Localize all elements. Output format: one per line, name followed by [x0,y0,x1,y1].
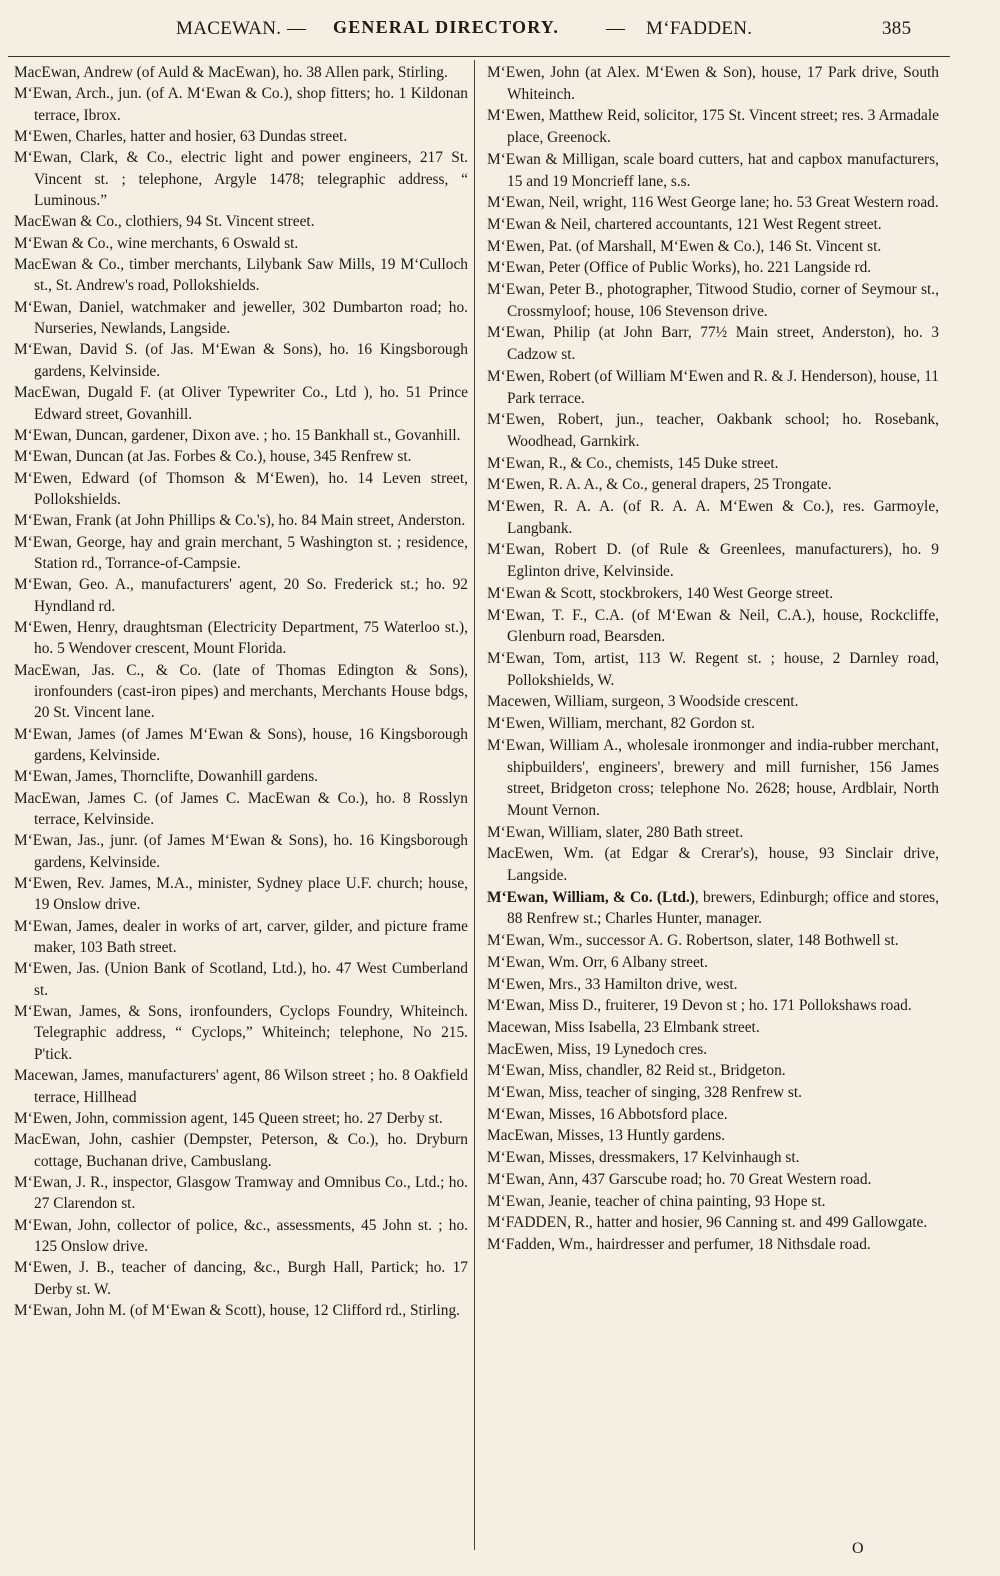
directory-entry: M‘Ewen, Charles, hatter and hosier, 63 Dundas street. [14,128,348,146]
directory-entry: MacEwan, John, cashier (Dempster, Peterson, & Co.), ho. Dryburn cottage, Buchanan drive, Cambuslang. [14,1131,468,1170]
directory-entry: M‘Ewan, Misses, 16 Abbotsford place. [487,1105,728,1123]
directory-entry: M‘Ewan, James, dealer in works of art, carver, gilder, and picture frame maker, 103 Bath street. [14,917,468,957]
directory-entry: M‘Ewan, Wm., successor A. G. Robertson, slater, 148 Bothwell st. [487,932,899,950]
directory-entry: M‘Ewan, Miss D., fruiterer, 19 Devon st ; ho. 171 Pollokshaws road. [487,997,912,1015]
header-last-name: M‘FADDEN. [646,18,753,39]
directory-entry: MacEwan & Co., clothiers, 94 St. Vincent street. [14,213,315,231]
directory-entry: MacEwan, Dugald F. (at Oliver Typewriter Co., Ltd ), ho. 51 Prince Edward street, Govanhill. [14,384,468,423]
directory-entry: M‘Ewan, Peter B., photographer, Titwood Studio, corner of Seymour st., Crossmyloof; house, 106 Stevenson drive. [487,281,939,320]
directory-entry: M‘FADDEN, R., hatter and hosier, 96 Canning st. and 499 Gallowgate. [487,1214,928,1232]
directory-entry: M‘Ewen, Matthew Reid, solicitor, 175 St. Vincent street; res. 3 Armadale place, Greenock. [487,107,939,147]
header-dash-right: — [606,18,626,39]
directory-entry: M‘Ewen, J. B., teacher of dancing, &c., Burgh Hall, Partick; ho. 17 Derby st. W. [14,1259,468,1298]
directory-entry: M‘Ewen, Pat. (of Marshall, M‘Ewen & Co.), 146 St. Vincent st. [487,237,882,255]
directory-entry: M‘Ewan, Duncan, gardener, Dixon ave. ; ho. 15 Bankhall st., Govanhill. [14,426,461,444]
directory-entry: M‘Ewan, Wm. Orr, 6 Albany street. [487,953,708,971]
directory-entry: M‘Ewan, James (of James M‘Ewan & Sons), house, 16 Kingsborough gardens, Kelvinside. [14,725,468,764]
directory-entry: M‘Ewan, Miss, teacher of singing, 328 Renfrew st. [487,1084,803,1102]
directory-entry: M‘Ewan, Jas., junr. (of James M‘Ewan & Sons), ho. 16 Kingsborough gardens, Kelvinside. [14,832,468,871]
directory-entry: M‘Ewan, Arch., jun. (of A. M‘Ewan & Co.), shop fitters; ho. 1 Kildonan terrace, Ibrox. [14,85,468,124]
directory-entry: M‘Ewen, R. A. A. (of R. A. A. M‘Ewen & Co.), res. Garmoyle, Langbank. [487,498,939,537]
directory-entry: M‘Ewan, Jeanie, teacher of china painting, 93 Hope st. [487,1192,826,1210]
directory-entry: MacEwan, Misses, 13 Huntly gardens. [487,1127,726,1145]
entry-rest: , brewers, Edinburgh; office and stores, 88 Renfrew st.; Charles Hunter, manager. [507,888,939,928]
directory-entry: M‘Ewen, Robert (of William M‘Ewen and R. & J. Henderson), house, 11 Park terrace. [487,367,939,407]
directory-entry: M‘Ewan, George, hay and grain merchant, 5 Washington st. ; residence, Station rd., Torrance-of-Campsie. [14,533,468,572]
header-title: GENERAL DIRECTORY. [333,17,560,37]
directory-entry: M‘Ewan & Scott, stockbrokers, 140 West George street. [487,584,834,602]
directory-entry: Macewan, James, manufacturers' agent, 86 Wilson street ; ho. 8 Oakfield terrace, Hillhead [14,1067,468,1106]
directory-entry: M‘Ewan, Ann, 437 Garscube road; ho. 70 Great Western road. [487,1170,872,1188]
entry-bold-name: M‘Ewan, William, & Co. (Ltd.) [487,888,695,906]
directory-entry: M‘Ewen, John, commission agent, 145 Queen street; ho. 27 Derby st. [14,1109,443,1127]
header-rule [8,56,950,57]
directory-entry: M‘Ewan & Neil, chartered accountants, 121 West Regent street. [487,215,882,233]
directory-entry: M‘Ewan, Philip (at John Barr, 77½ Main street, Anderston), ho. 3 Cadzow st. [487,324,939,364]
directory-entry: M‘Ewen, Mrs., 33 Hamilton drive, west. [487,975,738,993]
directory-entry: M‘Ewan, Duncan (at Jas. Forbes & Co.), house, 345 Renfrew st. [14,448,412,466]
directory-entry: M‘Ewan, William A., wholesale ironmonger and india-rubber merchant, shipbuilders', engineers', brewery and mill furnisher, 156 James street, Bridgeton cross; telephone No. 2628; house, Ardblair, North Mount Vernon. [487,736,939,819]
left-column [14,62,468,1321]
directory-entry: M‘Ewan, Geo. A., manufacturers' agent, 20 So. Frederick st.; ho. 92 Hyndland rd. [14,576,468,615]
right-column [487,62,939,1256]
directory-entry: M‘Ewen, Edward (of Thomson & M‘Ewen), ho. 14 Leven street, Pollokshields. [14,469,468,508]
directory-entry: M‘Ewan, Robert D. (of Rule & Greenlees, manufacturers), ho. 9 Eglinton drive, Kelvinside. [487,541,939,581]
directory-entry: M‘Ewan, John M. (of M‘Ewan & Scott), house, 12 Clifford rd., Stirling. [14,1301,461,1319]
directory-entry: M‘Ewan, David S. (of Jas. M‘Ewan & Sons), ho. 16 Kingsborough gardens, Kelvinside. [14,341,468,380]
directory-entry: M‘Ewan, James, & Sons, ironfounders, Cyclops Foundry, Whiteinch. Telegraphic address, “ Cyclops,” Whiteinch; telephone, No 215. P'tick. [14,1003,468,1063]
directory-entry: M‘Ewan, Peter (Office of Public Works), ho. 221 Langside rd. [487,259,872,277]
directory-entry: MacEwen, Miss, 19 Lynedoch cres. [487,1040,708,1058]
directory-entry: M‘Ewan, John, collector of police, &c., assessments, 45 John st. ; ho. 125 Onslow drive. [14,1216,468,1255]
directory-entry: Macewen, William, surgeon, 3 Woodside crescent. [487,693,799,711]
directory-entry: M‘Ewan, Miss, chandler, 82 Reid st., Bridgeton. [487,1062,786,1080]
directory-entry: M‘Ewan, Misses, dressmakers, 17 Kelvinhaugh st. [487,1149,800,1167]
footer-mark: O [852,1540,864,1557]
directory-entry: M‘Ewan, James, Thornclifte, Dowanhill gardens. [14,768,319,786]
directory-entry: M‘Ewan & Co., wine merchants, 6 Oswald st. [14,234,299,252]
running-header [0,18,1000,48]
directory-entry: M‘Ewen, R. A. A., & Co., general drapers, 25 Trongate. [487,476,832,494]
header-dash-left: — [287,18,307,39]
directory-entry: M‘Ewen, Robert, jun., teacher, Oakbank school; ho. Rosebank, Woodhead, Garnkirk. [487,411,939,450]
directory-entry: M‘Ewan, J. R., inspector, Glasgow Tramway and Omnibus Co., Ltd.; ho. 27 Clarendon st. [14,1173,468,1213]
directory-entry: MacEwan, Andrew (of Auld & MacEwan), ho. 38 Allen park, Stirling. [14,64,448,81]
directory-entry: M‘Ewen, Henry, draughtsman (Electricity Department, 75 Waterloo st.), ho. 5 Wendover crescent, Mount Florida. [14,618,468,658]
directory-entry: M‘Ewan & Milligan, scale board cutters, hat and capbox manufacturers, 15 and 19 Moncrieff lane, s.s. [487,150,939,190]
directory-entry: M‘Fadden, Wm., hairdresser and perfumer, 18 Nithsdale road. [487,1235,871,1253]
directory-entry: M‘Ewan, Frank (at John Phillips & Co.'s), ho. 84 Main street, Anderston. [14,512,466,530]
page-number: 385 [882,18,912,39]
directory-entry: M‘Ewan, Neil, wright, 116 West George lane; ho. 53 Great Western road. [487,194,939,212]
directory-entry: MacEwen, Wm. (at Edgar & Crerar's), house, 93 Sinclair drive, Langside. [487,845,939,885]
directory-entry: M‘Ewen, Rev. James, M.A., minister, Sydney place U.F. church; house, 19 Onslow drive. [14,875,468,914]
directory-entry: M‘Ewen, John (at Alex. M‘Ewen & Son), house, 17 Park drive, South Whiteinch. [487,64,939,103]
directory-entry: M‘Ewen, William, merchant, 82 Gordon st. [487,715,755,733]
directory-entry: M‘Ewan, T. F., C.A. (of M‘Ewan & Neil, C.A.), house, Rockcliffe, Glenburn road, Bearsden. [487,606,939,646]
directory-entry: Macewan, Miss Isabella, 23 Elmbank street. [487,1018,760,1036]
header-first-name: MACEWAN. [176,18,282,39]
directory-entry: MacEwan, James C. (of James C. MacEwan & Co.), ho. 8 Rosslyn terrace, Kelvinside. [14,789,468,829]
directory-entry: M‘Ewen, Jas. (Union Bank of Scotland, Ltd.), ho. 47 West Cumberland st. [14,960,468,999]
directory-entry [487,887,939,930]
directory-entry: M‘Ewan, Tom, artist, 113 W. Regent st. ; house, 2 Darnley road, Pollokshields, W. [487,649,939,689]
directory-entry: M‘Ewan, R., & Co., chemists, 145 Duke street. [487,454,779,472]
directory-entry: M‘Ewan, Daniel, watchmaker and jeweller, 302 Dumbarton road; ho. Nurseries, Newlands, Langside. [14,298,468,338]
directory-entry: MacEwan, Jas. C., & Co. (late of Thomas Edington & Sons), ironfounders (cast-iron pipes) and merchants, Merchants House bdgs, 20 St. Vincent lane. [14,661,468,722]
directory-entry: M‘Ewan, Clark, & Co., electric light and power engineers, 217 St. Vincent st. ; telephone, Argyle 1478; telegraphic address, “ Luminous.” [14,149,468,210]
column-divider [474,60,475,1550]
directory-entry: MacEwan & Co., timber merchants, Lilybank Saw Mills, 19 M‘Culloch st., St. Andrew's road, Pollokshields. [14,256,468,295]
directory-entry: M‘Ewan, William, slater, 280 Bath street. [487,823,744,841]
